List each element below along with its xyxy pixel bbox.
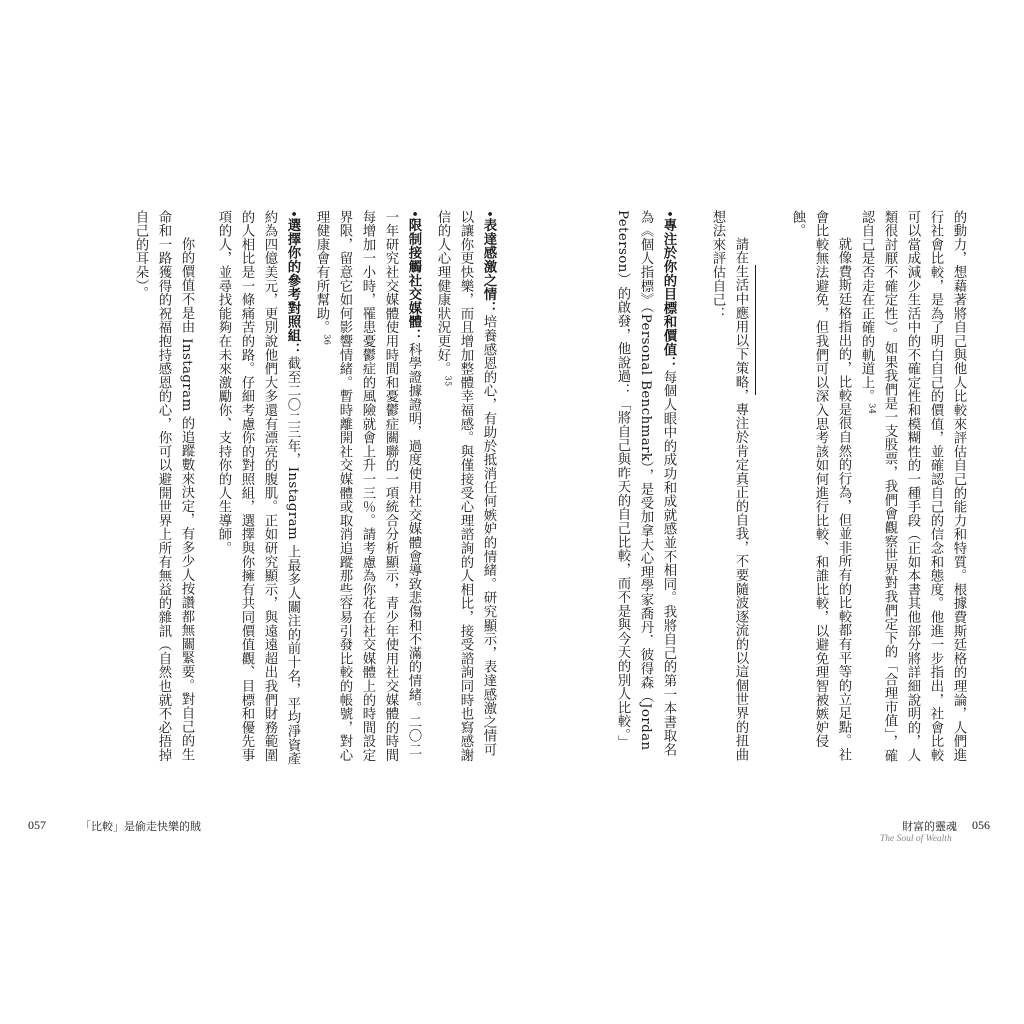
right-running-subtitle: The Soul of Wealth: [880, 834, 952, 844]
bullet-heading: 限制接觸社交媒體：: [406, 218, 421, 343]
bullet-text: 科學證據證明，過度使用社交媒體會導致悲傷和不滿的情緒。二〇二一年研究社交媒體使用時間和憂鬱症關聯的一項統合分析顯示，青少年使用社交媒體的時間每增加一小時，罹患憂鬱症的風險就會上升一三％。請考慮為你花在社交媒體上的時間設定界限，留意它如何影響情緒。暫時離開社交媒體或取消追蹤那些容易引發比較的帳號，對心理健康會有所幫助。: [314, 210, 421, 762]
bullet-marker: •: [661, 210, 676, 219]
bullet-text: 培養感恩的心，有助於抵消任何嫉妒的情緒。研究顯示，表達感激之情可以讓你更快樂，而且增加整體幸福感。與僅接受心理諮詢的人相比，接受諮詢同時也寫感謝信的人心理健康狀況更好。: [435, 210, 496, 762]
bullet-item: [611, 210, 680, 770]
footnote-ref: 34: [867, 403, 877, 415]
bullet-marker: •: [481, 210, 496, 219]
right-page-body: [611, 210, 970, 770]
right-page-number: 056: [972, 818, 990, 832]
bullet-item: [431, 210, 500, 770]
bullet-heading: 表達感激之情：: [481, 218, 496, 315]
spacer: [198, 210, 212, 770]
paragraph: 就像費斯廷格指出的，比較是很自然的行為，但並非所有的比較都有平等的立足點。社會比較無法避免，但我們可以深入思考該如何進行比較、和誰比較，以避免理智被嫉妒侵蝕。: [790, 210, 851, 762]
footnote-ref: 36: [322, 334, 332, 346]
right-running-head: 財富的靈魂: [902, 820, 957, 833]
paragraph: 你的價值不是由 Instagram 的追蹤數來決定，有多少人按讚都無關緊要。對自己的生命和一路獲得的祝福抱持感恩的心，你可以避開世界上所有無益的雜訊（自然也就不必捂掉自己的耳朵）。: [133, 210, 194, 762]
bullet-item: [212, 210, 304, 770]
bullet-heading: 選擇你的參考對照組：: [285, 218, 300, 357]
right-page: [520, 210, 970, 810]
bullet-marker: •: [406, 210, 421, 219]
left-page-body: [129, 210, 500, 770]
bullet-heading: 專注於你的目標和價值：: [661, 218, 676, 371]
footnote-ref: 35: [443, 375, 453, 387]
spacer: [680, 210, 706, 770]
bullet-item: [310, 210, 425, 770]
left-page: [60, 210, 500, 810]
paragraph-text: 的動力，想藉著將自己與他人比較來評估自己的能力和特質。根據費斯廷格的理論，人們進行社會比較，是為了明白自己的價值，並確認自己的信念和態度。他進一步指出，社會比較可以當成減少生活中的不確定性和模糊性的一種手段（正如本書其他部分將詳細說明的，人類很討厭不確定性）。如果我們是一支股票，我們會觀察世界對我們定下的「合理市值」，確認自己是否走在正確的軌道上。: [859, 210, 966, 763]
bullet-text: 每個人眼中的成功和成就感並不相同。我將自己的第一本書取名為《個人指標》（Personal Benchmark），是受加拿大心理學家喬丹．彼得森（Jordan Peterson）的啟發，他說過：「將自己與昨天的自己比較，而不是與今天的別人比較。」: [615, 210, 676, 757]
bullet-marker: •: [285, 210, 300, 219]
paragraph: [855, 210, 970, 770]
paragraph: 請在生活中應用以下策略，專注於肯定真正的自我，不要隨波逐流的以這個世界的扭曲想法來評估自己：: [710, 210, 748, 762]
bullet-text: 截至二〇二三年，Instagram 上最多人關注的前十名，平均淨資產約為四億美元，更別說他們大多還有漂亮的腹肌。正如研究顯示，與遠遠超出我們財務範圍的人相比是一條痛苦的路。仔細考慮你的對照組，選擇與你擁有共同價值觀、目標和優先事項的人，並尋找能夠在未來激勵你、支持你的人生導師。: [216, 210, 300, 766]
section-divider: [755, 265, 756, 395]
left-page-number: 057: [28, 818, 46, 832]
left-running-head: 「比較」是偷走快樂的賊: [80, 820, 201, 833]
spacer: [752, 210, 786, 770]
